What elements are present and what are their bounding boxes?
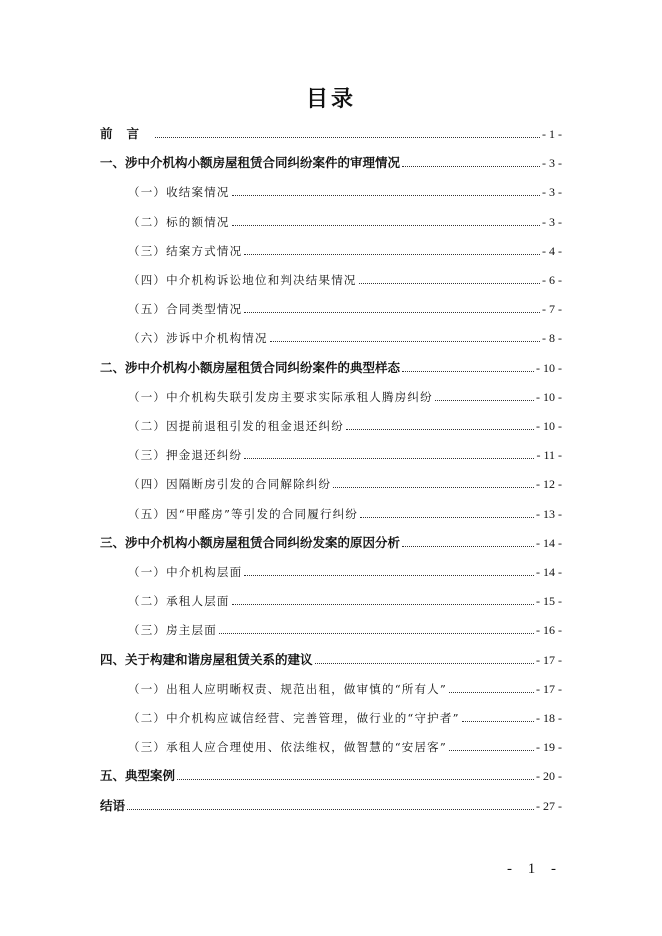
toc-entry[interactable] [128, 472, 562, 492]
toc-leader-dots [244, 311, 540, 313]
toc-entry-label: （二）中介机构应诚信经营、完善管理，做行业的“守护者” [128, 711, 460, 725]
toc-entry-label: （四）因隔断房引发的合同解除纠纷 [128, 477, 332, 492]
toc-entry-label: （四）中介机构诉讼地位和判决结果情况 [128, 273, 357, 287]
toc-entry[interactable] [128, 443, 562, 463]
toc-entry-label: （三）押金退还纠纷 [128, 448, 243, 463]
toc-entry-label: 前言 [100, 126, 154, 141]
toc-entry-label: （三）房主层面 [128, 623, 217, 638]
toc-entry-page: - 11 - [536, 448, 562, 463]
toc-entry-label: （二）承租人层面 [128, 594, 230, 609]
toc-leader-dots [232, 194, 540, 196]
toc-entry-page: - 10 - [536, 389, 562, 404]
toc-entry-page: - 3 - [542, 156, 562, 171]
toc-entry[interactable] [128, 385, 562, 405]
toc-entry-page: - 7 - [542, 302, 562, 317]
toc-entry-label: （一）出租人应明晰权责、规范出租，做审慎的“所有人” [128, 681, 447, 696]
toc-leader-dots [244, 574, 534, 576]
toc-entry-page: - 12 - [536, 477, 562, 492]
toc-entry-page: - 6 - [542, 273, 562, 287]
toc-leader-dots [449, 691, 534, 693]
toc-entry-label: （五）合同类型情况 [128, 302, 243, 317]
toc-entry[interactable] [100, 794, 562, 814]
toc-entry[interactable] [128, 268, 562, 288]
toc-entry-page: - 3 - [542, 185, 562, 200]
toc-leader-dots [244, 253, 540, 255]
toc-entry-page: - 10 - [536, 360, 562, 375]
toc-entry-page: - 20 - [536, 769, 562, 784]
toc-leader-dots [315, 662, 534, 664]
toc-entry-label: 四、关于构建和谐房屋租赁关系的建议 [100, 651, 313, 667]
toc-entry-page: - 17 - [536, 652, 562, 667]
toc-entry[interactable] [128, 560, 562, 580]
toc-entry[interactable] [128, 735, 562, 755]
toc-entry-label: （五）因“甲醛房”等引发的合同履行纠纷 [128, 506, 359, 521]
toc-entry-label: 五、典型案例 [100, 768, 176, 784]
toc-entry[interactable] [100, 531, 562, 551]
toc-leader-dots [360, 516, 534, 518]
toc-leader-dots [155, 136, 540, 138]
toc-leader-dots [449, 749, 534, 751]
toc-entry-page: - 1 - [542, 127, 562, 141]
footer-page-number: - 1 - [507, 861, 562, 877]
toc-entry-label: （六）涉诉中介机构情况 [128, 331, 268, 346]
toc-entry-label: 三、涉中介机构小额房屋租赁合同纠纷发案的原因分析 [100, 534, 401, 550]
toc-entry[interactable] [128, 706, 562, 726]
toc-entry-page: - 27 - [536, 798, 562, 813]
toc-leader-dots [127, 808, 534, 810]
toc-entry[interactable] [128, 297, 562, 317]
toc-entry-page: - 8 - [542, 331, 562, 346]
toc-leader-dots [402, 545, 534, 547]
toc-entry[interactable] [128, 502, 562, 522]
toc-entry[interactable] [128, 414, 562, 434]
toc-entry[interactable] [100, 648, 562, 668]
toc-entry-page: - 3 - [542, 214, 562, 229]
toc-entry[interactable] [128, 326, 562, 346]
toc-entry[interactable] [128, 210, 562, 230]
toc-entry-page: - 15 - [536, 594, 562, 609]
toc-entry[interactable] [128, 677, 562, 697]
toc-entry-page: - 19 - [536, 740, 562, 755]
toc-leader-dots [244, 457, 534, 459]
toc-entry[interactable] [100, 764, 562, 784]
toc-entry[interactable] [128, 618, 562, 638]
toc-entry-page: - 18 - [536, 711, 562, 725]
toc-entry[interactable] [100, 151, 562, 171]
toc-entry[interactable] [100, 356, 562, 376]
toc-entry-label: 结语 [100, 797, 126, 813]
toc-leader-dots [232, 224, 540, 226]
toc-leader-dots [462, 720, 534, 722]
toc-entry-label: 二、涉中介机构小额房屋租赁合同纠纷案件的典型样态 [100, 359, 401, 375]
toc-entry-page: - 16 - [536, 623, 562, 638]
toc-entry-label: （三）承租人应合理使用、依法维权，做智慧的“安居客” [128, 740, 447, 755]
toc-leader-dots [435, 399, 534, 401]
toc-entry[interactable] [128, 239, 562, 259]
toc-leader-dots [270, 340, 540, 342]
toc-entry-page: - 4 - [542, 243, 562, 258]
toc-leader-dots [359, 282, 540, 284]
toc-entry[interactable] [128, 180, 562, 200]
toc-leader-dots [333, 486, 534, 488]
toc-entry-page: - 14 - [536, 565, 562, 579]
toc-leader-dots [346, 428, 534, 430]
toc-entry-label: （二）标的额情况 [128, 214, 230, 229]
toc-entry-label: （一）收结案情况 [128, 185, 230, 200]
toc-entry-label: （二）因提前退租引发的租金退还纠纷 [128, 419, 344, 433]
toc-entry-page: - 13 - [536, 506, 562, 521]
toc-entry[interactable] [128, 589, 562, 609]
toc-leader-dots [402, 370, 534, 372]
toc-leader-dots [219, 632, 534, 634]
toc-entry-label: （三）结案方式情况 [128, 243, 243, 258]
toc-entry-label: （一）中介机构层面 [128, 565, 243, 579]
toc-entry-label: （一）中介机构失联引发房主要求实际承租人腾房纠纷 [128, 389, 433, 404]
toc-entry-page: - 17 - [536, 681, 562, 696]
toc-entry-label: 一、涉中介机构小额房屋租赁合同纠纷案件的审理情况 [100, 155, 401, 171]
toc-leader-dots [402, 165, 540, 167]
toc-entry[interactable] [100, 122, 562, 142]
toc-entry-page: - 10 - [536, 419, 562, 433]
toc-leader-dots [232, 603, 534, 605]
toc-entry-page: - 14 - [536, 535, 562, 550]
toc-title: 目录 [305, 87, 356, 112]
toc-leader-dots [177, 778, 534, 780]
